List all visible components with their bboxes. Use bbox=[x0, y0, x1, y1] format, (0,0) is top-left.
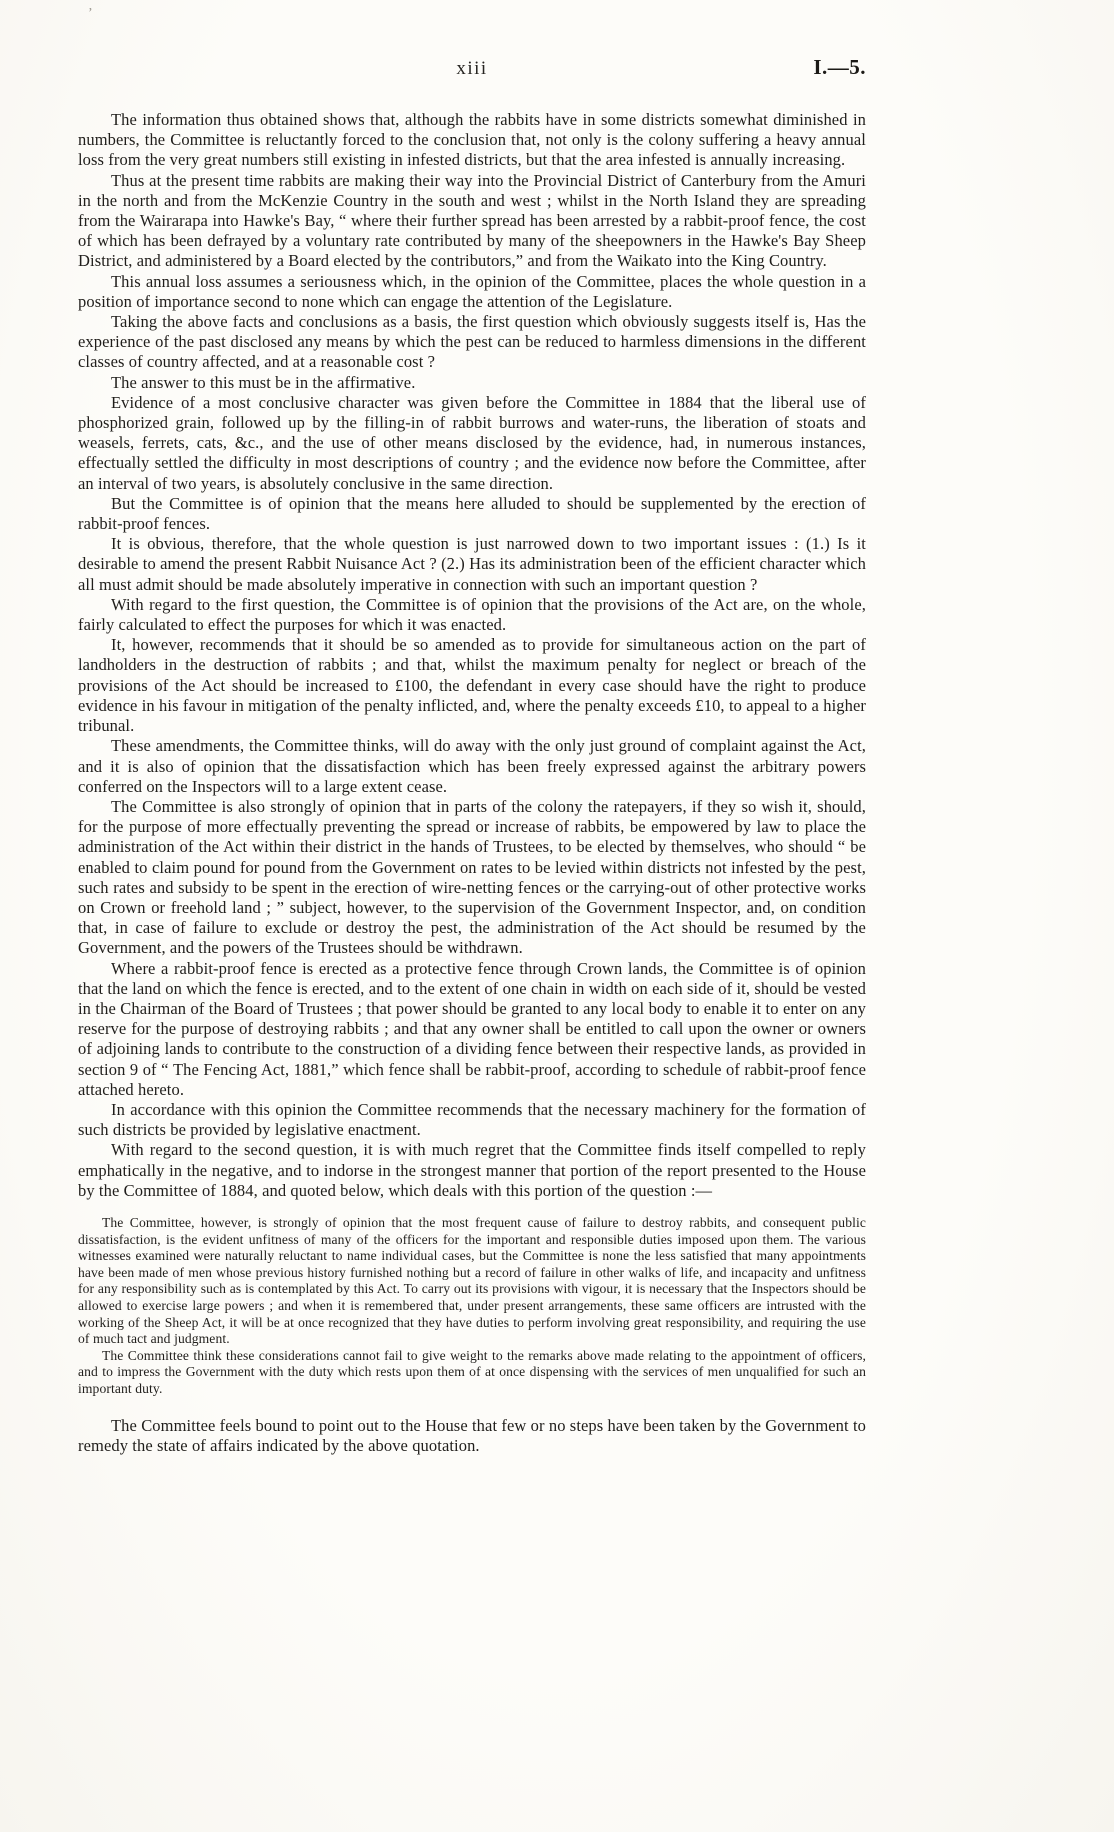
body-paragraph: It is obvious, therefore, that the whole question is just narrowed down to two important issues : (1.) Is it desirable to amend the present Rabbit Nuisance Act ? (2.) Has its administration been of the efficient character which all must admit should be made absolutely imperative in connection with such an important question ? bbox=[78, 534, 866, 594]
body-paragraph: Taking the above facts and conclusions as a basis, the first question which obviously suggests itself is, Has the experience of the past disclosed any means by which the pest can be reduced to harmless dimensions in the different classes of country affected, and at a reasonable cost ? bbox=[78, 312, 866, 372]
page-content bbox=[78, 55, 866, 1456]
page-number: xiii bbox=[456, 58, 488, 79]
body-paragraph: It, however, recommends that it should be so amended as to provide for simultaneous action on the part of landholders in the destruction of rabbits ; and that, whilst the maximum penalty for neglect or breach of the provisions of the Act should be increased to £100, the defendant in every case should have the right to produce evidence in his favour in mitigation of the penalty inflicted, and, where the penalty exceeds £10, to appeal to a higher tribunal. bbox=[78, 635, 866, 736]
body-paragraph: Evidence of a most conclusive character was given before the Committee in 1884 that the liberal use of phosphorized grain, followed up by the filling-in of rabbit burrows and water-runs, the liberation of stoats and weasels, ferrets, cats, &c., and the use of other means disclosed by the evidence, had, in numerous instances, effectually settled the difficulty in most descriptions of country ; and the evidence now before the Committee, after an interval of two years, is absolutely conclusive in the same direction. bbox=[78, 392, 866, 493]
scan-artifact: ’ bbox=[88, 6, 93, 21]
body-paragraph: But the Committee is of opinion that the means here alluded to should be supplemented by the erection of rabbit-proof fences. bbox=[78, 493, 866, 534]
quote-paragraph: The Committee think these considerations cannot fail to give weight to the remarks above made relating to the appointment of officers, and to impress the Government with the duty which rests upon them of at once dispensing with the services of men unqualified for such an important duty. bbox=[78, 1347, 866, 1396]
body-paragraph: These amendments, the Committee thinks, will do away with the only just ground of complaint against the Act, and it is also of opinion that the dissatisfaction which has been freely expressed against the arbitrary powers conferred on the Inspectors will to a large extent cease. bbox=[78, 736, 866, 796]
paper-number: I.—5. bbox=[813, 55, 866, 79]
page-header bbox=[78, 55, 866, 86]
body-paragraph: The Committee is also strongly of opinion that in parts of the colony the ratepayers, if they so wish it, should, for the purpose of more effectually preventing the spread or increase of rabbits, be empowered by law to place the administration of the Act within their district in the hands of Trustees, to be elected by themselves, who should “ be enabled to claim pound for pound from the Government on rates to be levied within districts not infested by the pest, such rates and subsidy to be spent in the erection of wire-netting fences or the carrying-out of other protective works on Crown or freehold land ; ” subject, however, to the supervision of the Government Inspector, and, on condition that, in case of failure to exclude or destroy the pest, the administration of the Act should be resumed by the Government, and the powers of the Trustees should be withdrawn. bbox=[78, 796, 866, 958]
body-paragraph: The information thus obtained shows that, although the rabbits have in some districts somewhat diminished in numbers, the Committee is reluctantly forced to the conclusion that, not only is the colony suffering a heavy annual loss from the very great numbers still existing in infested districts, but that the area infested is annually increasing. bbox=[78, 110, 866, 170]
body-paragraph: This annual loss assumes a seriousness which, in the opinion of the Committee, places the whole question in a position of importance second to none which can engage the attention of the Legislature. bbox=[78, 271, 866, 311]
quoted-extract-1884-report bbox=[78, 1215, 866, 1398]
quote-paragraph: The Committee, however, is strongly of opinion that the most frequent cause of failure to destroy rabbits, and consequent public dissatisfaction, is the evident unfitness of many of the officers for the important and responsible duties imposed upon them. The various witnesses examined were naturally reluctant to name individual cases, but the Committee is none the less satisfied that many appointments have been made of men whose previous history furnished nothing but a record of failure in other walks of life, and incapacity and unfitness for any responsibility such as is contemplated by this Act. To carry out its provisions with vigour, it is necessary that the Inspectors should be allowed to exercise large powers ; and when it is remembered that, under present arrangements, these same officers are intrusted with the working of the Sheep Act, it will be at once recognized that they have duties to perform involving great responsibility, and requiring the use of much tact and judgment. bbox=[78, 1214, 866, 1347]
body-paragraph: In accordance with this opinion the Committee recommends that the necessary machinery for the formation of such districts be provided by legislative enactment. bbox=[78, 1099, 866, 1140]
closing-paragraph: The Committee feels bound to point out to the House that few or no steps have been taken by the Government to remedy the state of affairs indicated by the above quotation. bbox=[78, 1415, 866, 1455]
body-paragraph: The answer to this must be in the affirmative. bbox=[111, 372, 416, 392]
body-text bbox=[78, 110, 866, 1456]
body-paragraph: With regard to the second question, it is with much regret that the Committee finds itself compelled to reply emphatically in the negative, and to indorse in the strongest manner that portion of the report presented to the House by the Committee of 1884, and quoted below, which deals with this portion of the question :— bbox=[78, 1140, 866, 1200]
body-paragraph: Thus at the present time rabbits are making their way into the Provincial District of Canterbury from the Amuri in the north and from the McKenzie Country in the south and west ; whilst in the North Island they are spreading from the Wairarapa into Hawke's Bay, “ where their further spread has been arrested by a rabbit-proof fence, the cost of which has been defrayed by a voluntary rate contributed by many of the sheepowners in the Hawke's Bay Sheep District, and administered by a Board elected by the contributors,” and from the Waikato into the King Country. bbox=[78, 170, 866, 271]
body-paragraph: Where a rabbit-proof fence is erected as a protective fence through Crown lands, the Committee is of opinion that the land on which the fence is erected, and to the extent of one chain in width on each side of it, should be vested in the Chairman of the Board of Trustees ; that power should be granted to any local body to enable it to enter on any reserve for the purpose of destroying rabbits ; and that any owner shall be entitled to call upon the owner or owners of adjoining lands to contribute to the construction of a dividing fence between their respective lands, as provided in section 9 of “ The Fencing Act, 1881,” which fence shall be rabbit-proof, according to schedule of rabbit-proof fence attached hereto. bbox=[78, 958, 866, 1099]
body-paragraph: With regard to the first question, the Committee is of opinion that the provisions of the Act are, on the whole, fairly calculated to effect the purposes for which it was enacted. bbox=[78, 594, 866, 635]
